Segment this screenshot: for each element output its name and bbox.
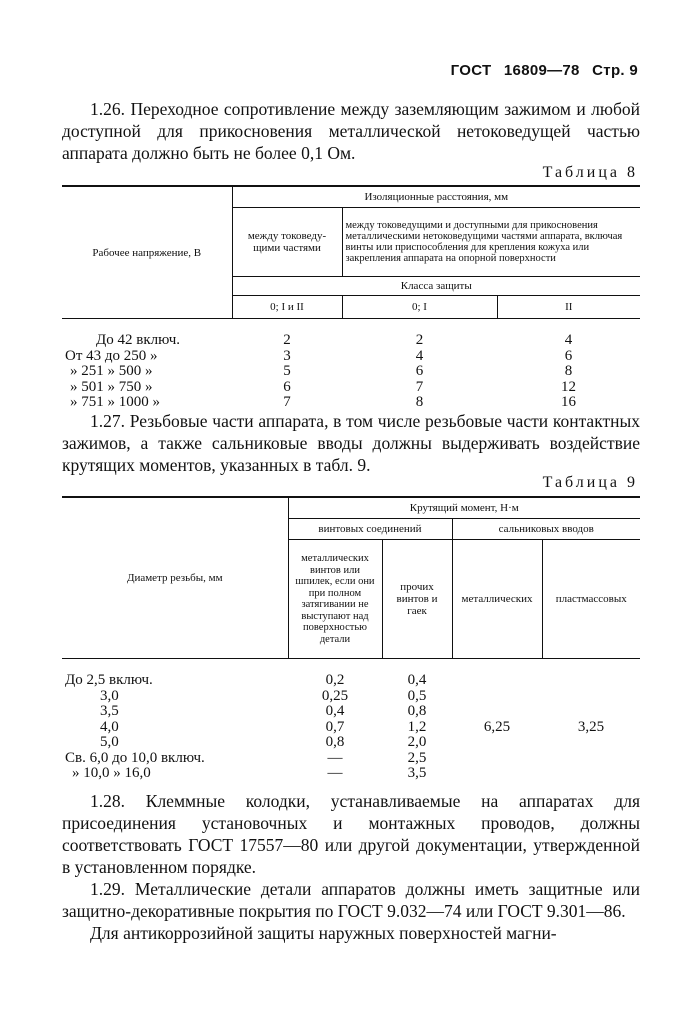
t8-header-class3: II (497, 296, 640, 319)
t9-header-screw: винтовых соединений (288, 519, 452, 540)
t9-gland-plastic: 3,25 (577, 718, 605, 735)
t9-cell: 0,4 (407, 672, 427, 688)
page-header (443, 62, 638, 79)
t9-row-label: 3,5 (100, 703, 119, 719)
table-row (62, 395, 640, 411)
table-row (62, 380, 640, 396)
t9-header-sc2: прочих винтов и гаек (382, 540, 452, 659)
t8-cell: 6 (564, 347, 573, 364)
t9-cell: — (327, 765, 343, 781)
t8-header-sub1: между токоведу- щими частями (232, 208, 342, 277)
paragraph-1-28: 1.28. Клеммные колодки, устанавливаемые на аппаратах для присоединения установочных и монтажных проводов, должны соответствовать ГОСТ 17557—80 или другой документации, утвержденной в установленном порядке. (62, 791, 640, 877)
paragraph-1-29: 1.29. Металлические детали аппаратов должны иметь защитные или защитно-декоративные покрытия по ГОСТ 9.032—74 или ГОСТ 9.301—86. (62, 879, 640, 921)
t8-cell: 6 (283, 378, 291, 395)
t9-row-label: До 2,5 включ. (65, 672, 153, 688)
t8-cell: 2 (415, 332, 424, 348)
t8-header-class2: 0; I (342, 296, 497, 319)
t8-cell: 8 (415, 394, 424, 410)
t9-cell: 0,7 (325, 718, 345, 735)
t9-cell: 3,5 (407, 765, 427, 781)
header-page: Стр. 9 (592, 62, 638, 79)
table-row (62, 364, 640, 380)
t9-cell: 0,2 (325, 672, 345, 688)
t9-cell: 0,8 (407, 703, 427, 719)
t9-cell: 2,0 (407, 734, 427, 750)
t8-cell: 4 (415, 347, 424, 364)
table-8 (62, 185, 640, 411)
t9-gland-metal: 6,25 (483, 718, 511, 735)
t8-row-label: » 751 » 1000 » (70, 394, 160, 410)
t8-header-sub2: между токоведущими и доступными для прикосновения металлическими нетоковедущими частями аппарата, включая винты или приспособления для крепления кожуха или закрепления аппарата на опорной поверхности (342, 208, 640, 277)
t8-cell: 12 (561, 378, 576, 395)
t9-cell: 0,5 (407, 687, 427, 704)
t8-header-class: Класса защиты (232, 277, 640, 296)
t9-row-label: » 10,0 » 16,0 (72, 765, 151, 781)
t8-cell: 4 (564, 332, 573, 348)
t9-header-gland: сальниковых вводов (452, 519, 640, 540)
t9-header-group: Крутящий момент, Н·м (288, 497, 640, 519)
t8-cell: 16 (561, 394, 576, 410)
table-row (62, 333, 640, 349)
paragraph-1-26: 1.26. Переходное сопротивление между заземляющим зажимом и любой доступной для прикосновения металлической нетоковедущей частью аппарата должно быть не более 0,1 Ом. (62, 99, 640, 163)
t8-header-group: Изоляционные расстояния, мм (232, 186, 640, 208)
paragraph-last: Для антикоррозийной защиты наружных поверхностей магни- (90, 923, 557, 943)
t9-cell: 0,25 (321, 687, 349, 704)
t9-cell: 0,4 (325, 703, 345, 719)
table-9-caption: Таблица 9 (542, 474, 638, 491)
table-8-caption: Таблица 8 (542, 164, 638, 181)
t9-cell: 1,2 (407, 718, 427, 735)
t8-row-label: От 43 до 250 » (65, 347, 158, 364)
t9-cell: 2,5 (407, 749, 427, 766)
t9-row-label: 5,0 (100, 734, 119, 750)
header-gost: ГОСТ (450, 62, 492, 79)
t9-cell: — (327, 749, 343, 766)
t8-header-voltage: Рабочее напряжение, В (62, 186, 232, 319)
t9-header-sc4: пластмассовых (542, 540, 640, 659)
t9-header-sc1: металлических винтов или шпилек, если они при полном затягивании не выступают над поверхностью детали (288, 540, 382, 659)
t8-row-label: До 42 включ. (96, 332, 181, 348)
t8-header-class1: 0; I и II (232, 296, 342, 319)
t9-row-label: 4,0 (100, 718, 119, 735)
t9-row-label: Св. 6,0 до 10,0 включ. (65, 749, 205, 766)
t9-cell: 0,8 (325, 734, 345, 750)
t8-row-label: » 501 » 750 » (70, 378, 153, 395)
t8-cell: 7 (283, 394, 291, 410)
t9-row-label: 3,0 (100, 687, 119, 704)
t9-header-diameter: Диаметр резьбы, мм (62, 497, 288, 659)
t9-header-sc3: металлических (452, 540, 542, 659)
t8-cell: 3 (283, 347, 291, 364)
t8-row-label: » 251 » 500 » (70, 363, 153, 379)
header-number: 16809—78 (503, 62, 580, 79)
table-row (62, 349, 640, 365)
t8-cell: 5 (283, 363, 291, 379)
paragraph-1-27: 1.27. Резьбовые части аппарата, в том числе резьбовые части контактных зажимов, а также сальниковые вводы должны выдерживать воздействие крутящих моментов, указанных в табл. 9. (62, 411, 640, 475)
t8-cell: 7 (415, 378, 424, 395)
table-row (62, 673, 640, 689)
t8-cell: 8 (564, 363, 573, 379)
t8-cell: 2 (283, 332, 291, 348)
t8-cell: 6 (415, 363, 424, 379)
table-9 (62, 496, 640, 782)
